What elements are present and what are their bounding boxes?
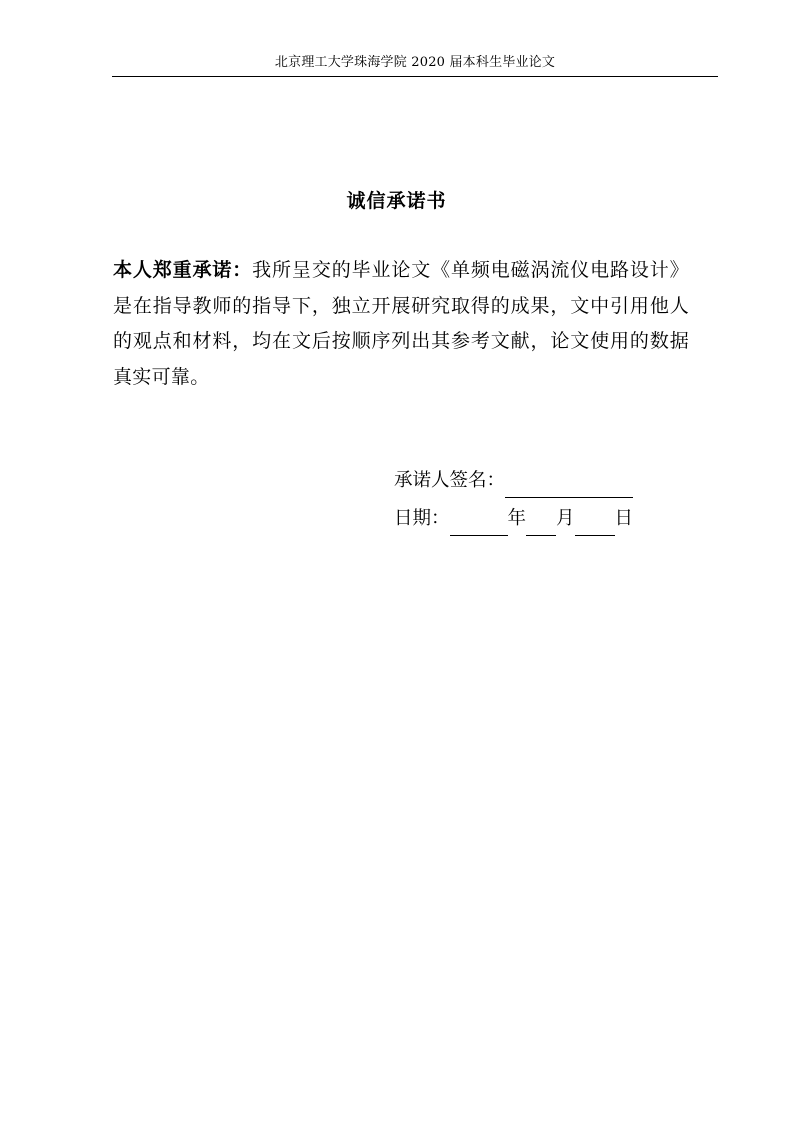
pledge-lead: 本人郑重承诺： [113, 259, 253, 281]
signer-label: 承诺人签名： [394, 470, 506, 491]
year-blank-line[interactable] [450, 511, 508, 536]
header-text: 北京理工大学珠海学院 2020 届本科生毕业论文 [274, 55, 556, 70]
day-blank-line[interactable] [575, 511, 615, 536]
page-header [112, 54, 718, 77]
date-label: 日期： [394, 508, 450, 529]
date-row [394, 498, 633, 536]
pledge-text: 我所呈交的毕业论文《单频电磁涡流仪电路设计》是在指导教师的指导下，独立开展研究取得的成果，文中引用他人的观点和材料，均在文后按顺序列出其参考文献，论文使用的数据真实可靠。 [113, 259, 689, 388]
month-blank-line[interactable] [526, 511, 556, 536]
signer-row [394, 460, 633, 498]
signature-line[interactable] [505, 473, 633, 498]
month-label: 月 [556, 508, 575, 529]
signature-block [394, 460, 633, 536]
document-title: 诚信承诺书 [346, 190, 447, 212]
pledge-paragraph [113, 253, 689, 395]
year-label: 年 [507, 508, 527, 529]
day-label: 日 [614, 508, 634, 529]
